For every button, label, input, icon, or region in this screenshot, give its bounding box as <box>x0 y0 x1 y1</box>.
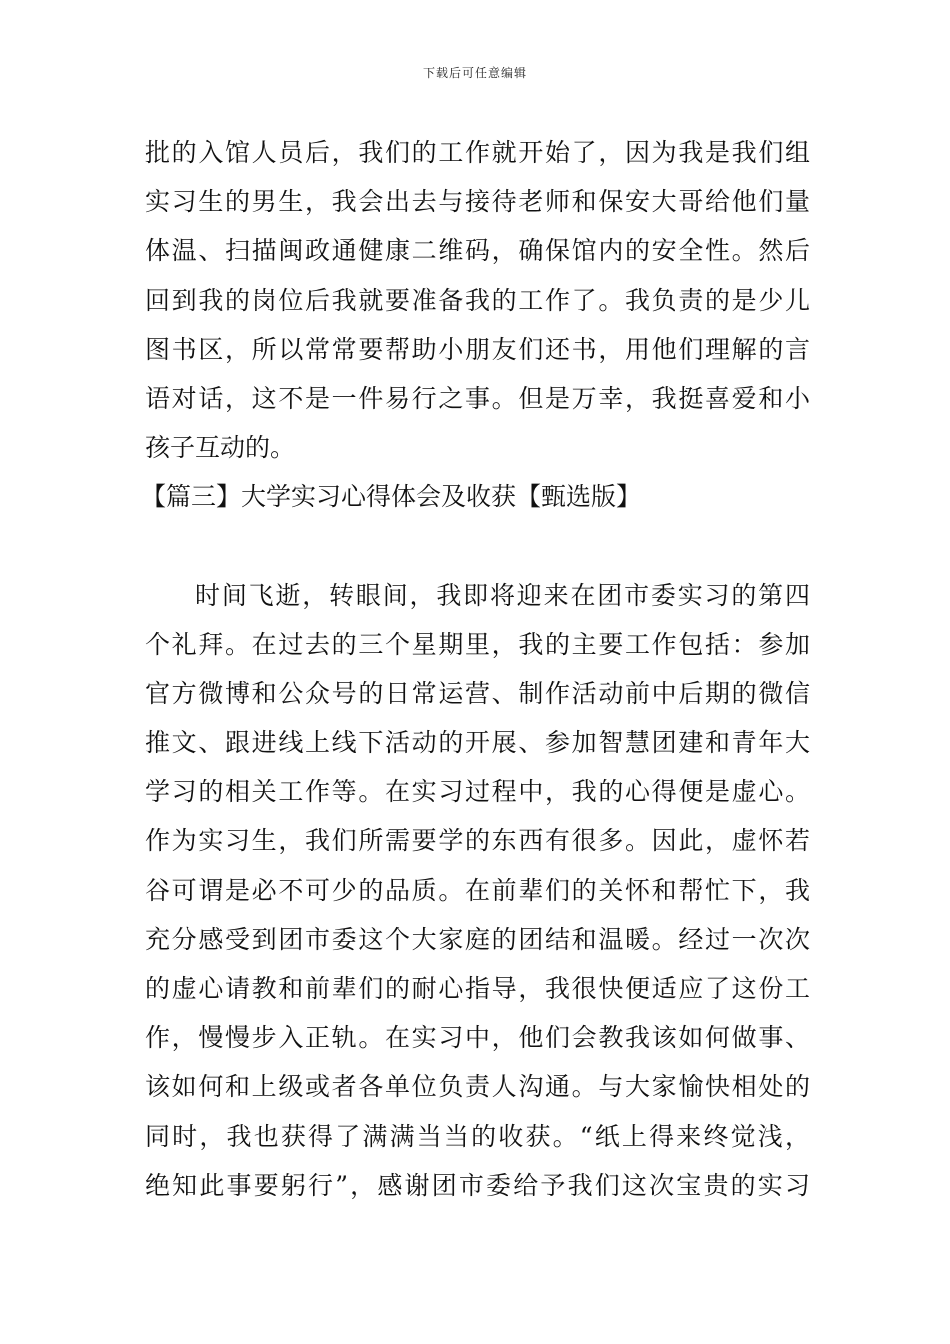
text-line: 图书区，所以常常要帮助小朋友们还书，用他们理解的言 <box>145 334 810 364</box>
section-heading: 【篇三】大学实习心得体会及收获【甄选版】 <box>141 482 642 512</box>
text-line: 的虚心请教和前辈们的耐心指导，我很快便适应了这份工 <box>145 974 810 1003</box>
text-line: 学习的相关工作等。在实习过程中，我的心得便是虚心。 <box>145 777 810 807</box>
text-line: 谷可谓是必不可少的品质。在前辈们的关怀和帮忙下，我 <box>145 875 810 905</box>
text-line: 作，慢慢步入正轨。在实习中，他们会教我该如何做事、 <box>145 1023 810 1053</box>
text-line: 该如何和上级或者各单位负责人沟通。与大家愉快相处的 <box>145 1072 810 1102</box>
text-line: 同时，我也获得了满满当当的收获。“纸上得来终觉浅， <box>145 1121 810 1151</box>
text-line: 孩子互动的。 <box>145 433 296 463</box>
text-line: 体温、扫描闽政通健康二维码，确保馆内的安全性。然后 <box>145 236 810 266</box>
text-line: 充分感受到团市委这个大家庭的团结和温暖。经过一次次 <box>145 924 810 954</box>
blank-line <box>145 522 810 571</box>
document-body <box>141 128 810 1210</box>
text-line: 作为实习生，我们所需要学的东西有很多。因此，虚怀若 <box>145 826 810 856</box>
paragraph-1 <box>145 128 810 472</box>
text-line: 推文、跟进线上线下活动的开展、参加智慧团建和青年大 <box>145 728 810 758</box>
text-line: 绝知此事要躬行”，感谢团市委给予我们这次宝贵的实习 <box>145 1170 810 1200</box>
page-header: 下载后可任意编辑 <box>422 66 527 80</box>
text-line: 批的入馆人员后，我们的工作就开始了，因为我是我们组 <box>145 138 810 167</box>
text-line: 实习生的男生，我会出去与接待老师和保安大哥给他们量 <box>145 187 810 217</box>
text-line: 官方微博和公众号的日常运营、制作活动前中后期的微信 <box>145 678 810 708</box>
paragraph-2 <box>145 571 810 1210</box>
text-line: 回到我的岗位后我就要准备我的工作了。我负责的是少儿 <box>145 285 810 315</box>
text-line: 语对话，这不是一件易行之事。但是万幸，我挺喜爱和小 <box>145 383 810 413</box>
text-line: 时间飞逝，转眼间，我即将迎来在团市委实习的第四 <box>195 580 810 610</box>
text-line: 个礼拜。在过去的三个星期里，我的主要工作包括：参加 <box>145 629 810 659</box>
